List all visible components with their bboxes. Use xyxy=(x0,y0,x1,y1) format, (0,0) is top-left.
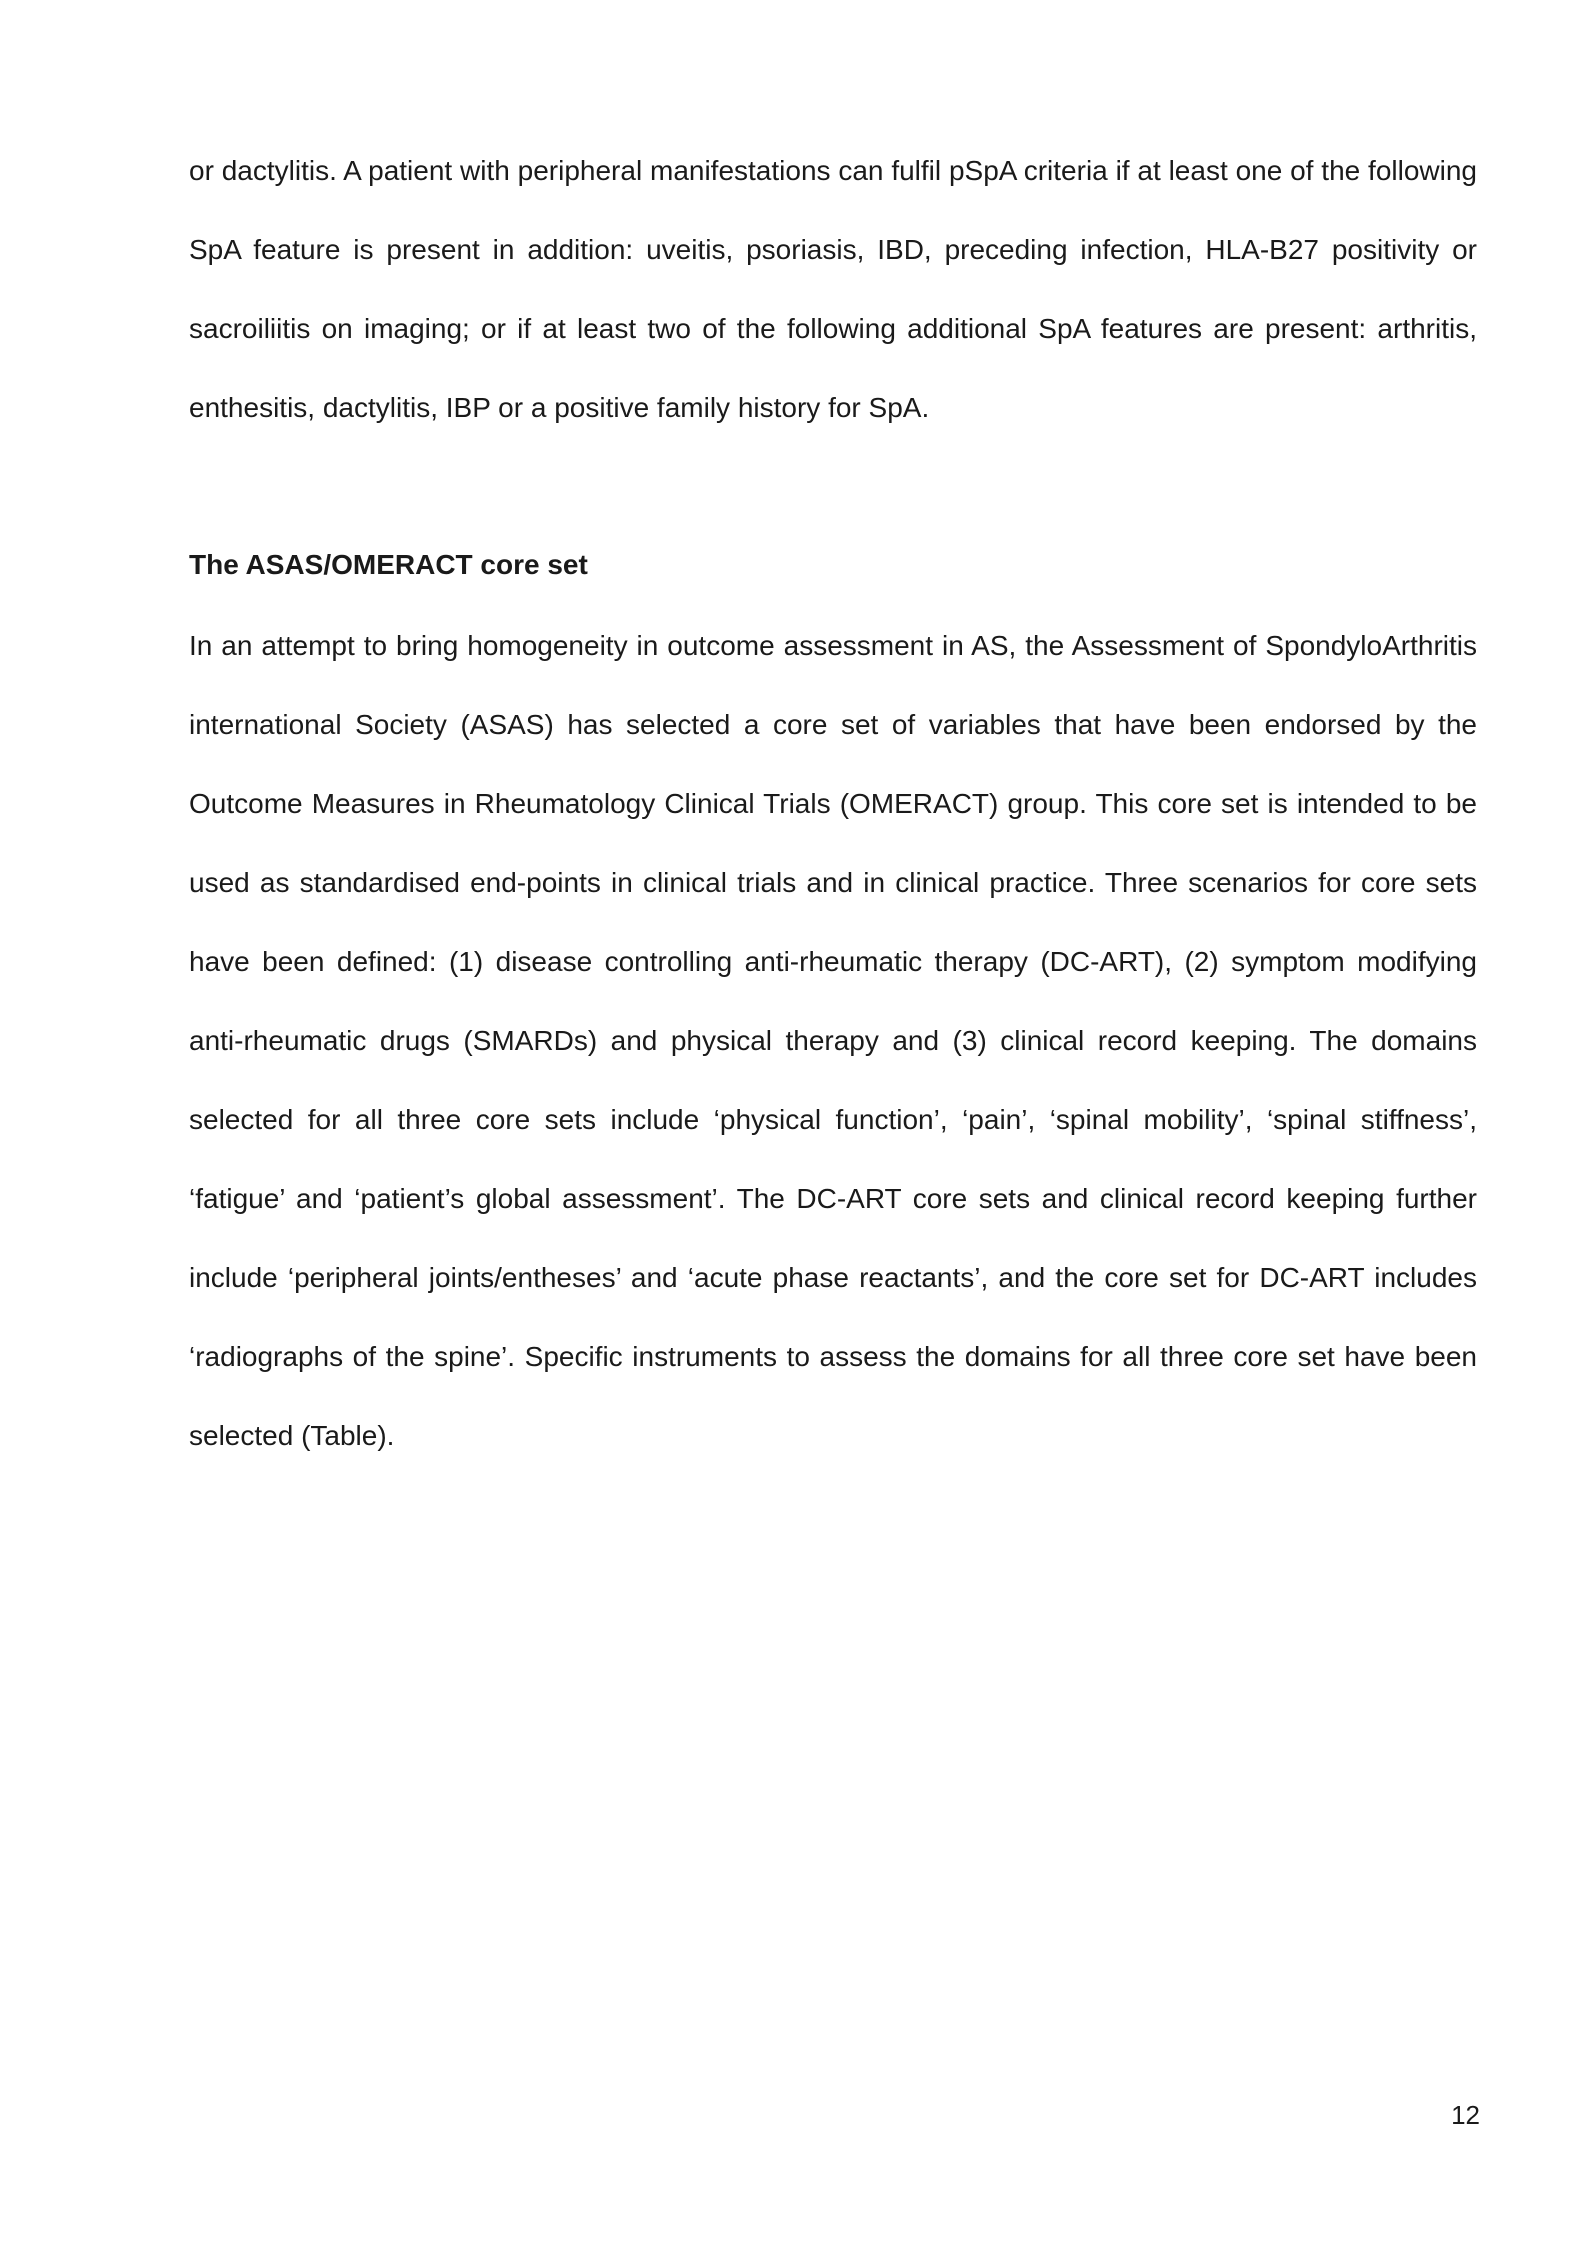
body-paragraph-core-set: In an attempt to bring homogeneity in outcome assessment in AS, the Assessment of SpondyloArthritis international Society (ASAS) has selected a core set of variables that have been endorsed by the Outcome Measures in Rheumatology Clinical Trials (OMERACT) group. This core set is intended to be used as standardised end-points in clinical trials and in clinical practice. Three scenarios for core sets have been defined: (1) disease controlling anti-rheumatic therapy (DC-ART), (2) symptom modifying anti-rheumatic drugs (SMARDs) and physical therapy and (3) clinical record keeping. The domains selected for all three core sets include ‘physical function’, ‘pain’, ‘spinal mobility’, ‘spinal stiffness’, ‘fatigue’ and ‘patient’s global assessment’. The DC-ART core sets and clinical record keeping further include ‘peripheral joints/entheses’ and ‘acute phase reactants’, and the core set for DC-ART includes ‘radiographs of the spine’. Specific instruments to assess the domains for all three core set have been selected (Table). xyxy=(189,630,1477,1451)
page-number: 12 xyxy=(1451,2100,1480,2130)
section-heading: The ASAS/OMERACT core set xyxy=(189,549,588,580)
body-paragraph-pspa-criteria: or dactylitis. A patient with peripheral manifestations can fulfil pSpA criteria if at least one of the following SpA feature is present in addition: uveitis, psoriasis, IBD, preceding infection, HLA-B27 positivity or sacroiliitis on imaging; or if at least two of the following additional SpA features are present: arthritis, enthesitis, dactylitis, IBP or a positive family history for SpA. xyxy=(189,155,1477,423)
